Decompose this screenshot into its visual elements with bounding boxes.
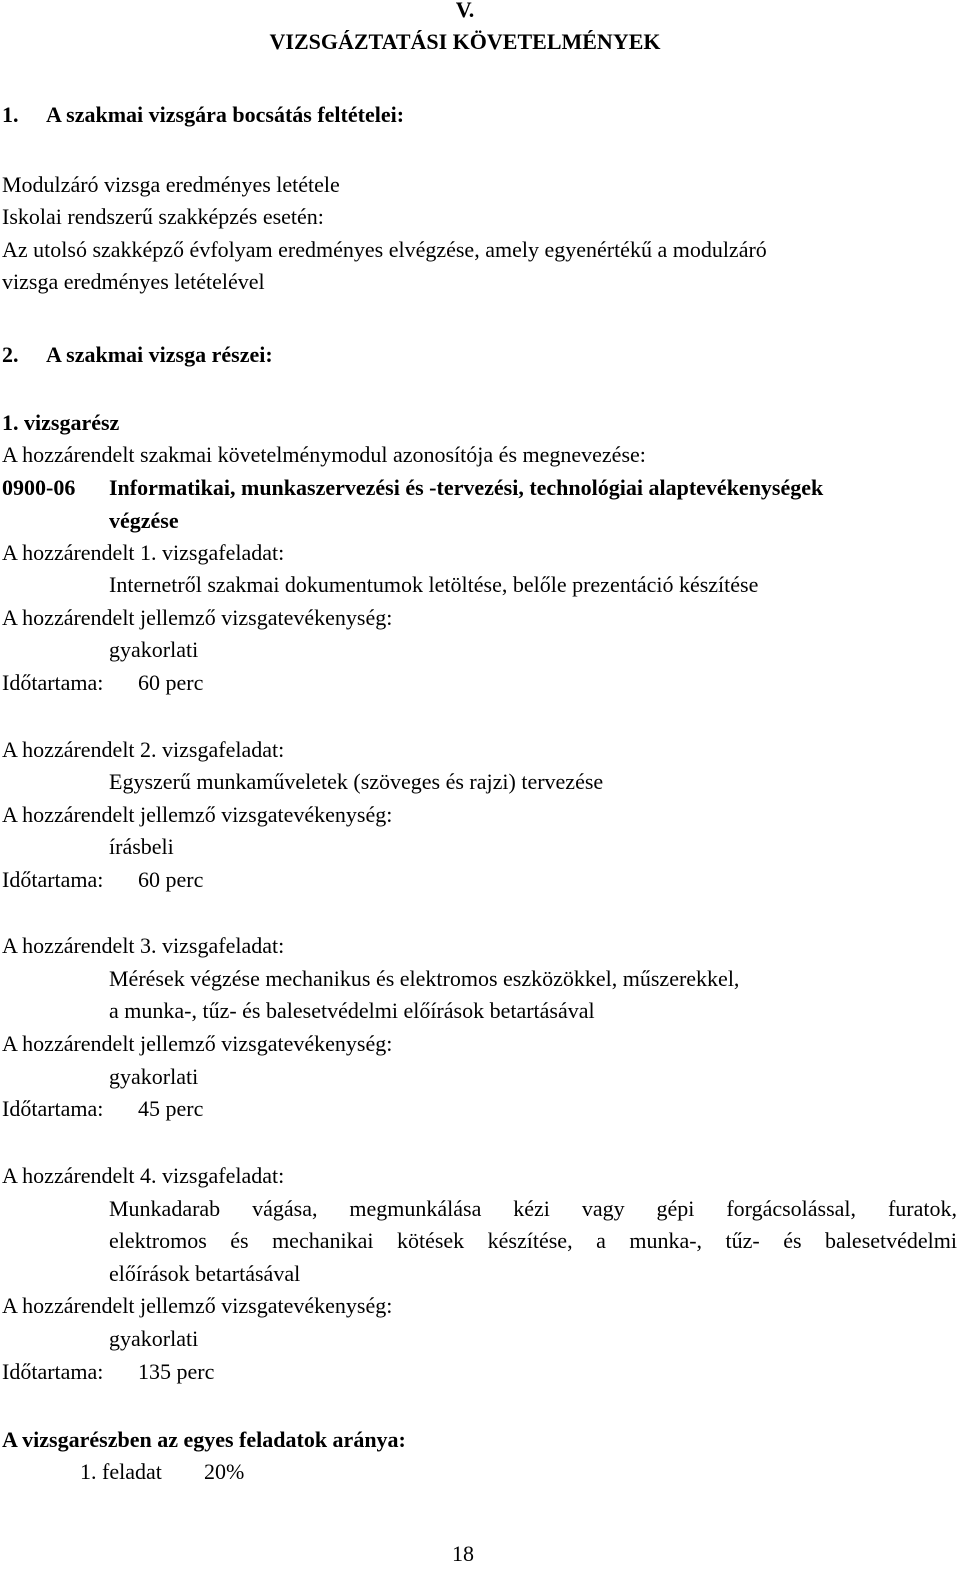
- task-1-activity: gyakorlati: [109, 637, 199, 662]
- task-2-activity-label: A hozzárendelt jellemző vizsgatevékenység:: [2, 802, 393, 827]
- task-3-activity-label: A hozzárendelt jellemző vizsgatevékenység:: [2, 1031, 393, 1056]
- task-1-activity-label: A hozzárendelt jellemző vizsgatevékenység:: [2, 605, 393, 630]
- task-1-label: A hozzárendelt 1. vizsgafeladat:: [2, 540, 285, 565]
- section2-heading-text: A szakmai vizsga részei:: [46, 342, 273, 367]
- module-label: A hozzárendelt szakmai követelménymodul azonosítója és megnevezése:: [2, 442, 646, 467]
- ratio-item-value: 20%: [204, 1459, 245, 1484]
- section1-line-2: Iskolai rendszerű szakképzés esetén:: [2, 204, 324, 229]
- section2-heading-number: 2.: [2, 342, 19, 367]
- task-4-desc-line-2: elektromos és mechanikai kötések készítése, a munka-, tűz- és balesetvédelmi: [109, 1228, 957, 1253]
- task-1-duration: 60 perc: [138, 670, 204, 695]
- task-2-duration: 60 perc: [138, 867, 204, 892]
- module-code: 0900-06: [2, 475, 76, 500]
- ratio-heading: A vizsgarészben az egyes feladatok aránya:: [2, 1427, 406, 1452]
- task-3-duration-label: Időtartama:: [2, 1096, 104, 1121]
- section1-line-3: Az utolsó szakképző évfolyam eredményes elvégzése, amely egyenértékű a modulzáró: [2, 237, 767, 262]
- section1-heading-number: 1.: [2, 102, 19, 127]
- page-number: 18: [452, 1541, 474, 1566]
- section1-heading: [2, 99, 405, 132]
- task-4-desc-line-3: előírások betartásával: [109, 1261, 301, 1286]
- module-name-line-2: végzése: [109, 508, 179, 533]
- task-2-activity: írásbeli: [109, 834, 174, 859]
- task-4-duration: 135 perc: [138, 1359, 215, 1384]
- task-3-duration: 45 perc: [138, 1096, 204, 1121]
- task-3-desc-line-2: a munka-, tűz- és balesetvédelmi előírások betartásával: [109, 998, 595, 1023]
- task-2-duration-label: Időtartama:: [2, 867, 104, 892]
- task-3-desc-line-1: Mérések végzése mechanikus és elektromos eszközökkel, műszerekkel,: [109, 966, 740, 991]
- chapter-number: V.: [455, 0, 475, 22]
- task-2-desc: Egyszerű munkaműveletek (szöveges és rajzi) tervezése: [109, 769, 604, 794]
- task-4-label: A hozzárendelt 4. vizsgafeladat:: [2, 1163, 285, 1188]
- task-3-label: A hozzárendelt 3. vizsgafeladat:: [2, 933, 285, 958]
- section1-heading-text: A szakmai vizsgára bocsátás feltételei:: [46, 102, 405, 127]
- task-1-desc: Internetről szakmai dokumentumok letöltése, belőle prezentáció készítése: [109, 572, 759, 597]
- task-2-label: A hozzárendelt 2. vizsgafeladat:: [2, 737, 285, 762]
- section1-line-1: Modulzáró vizsga eredményes letétele: [2, 172, 340, 197]
- task-4-desc-line-1: Munkadarab vágása, megmunkálása kézi vagy gépi forgácsolással, furatok,: [109, 1196, 957, 1221]
- task-3-activity: gyakorlati: [109, 1064, 199, 1089]
- part1-title: 1. vizsgarész: [2, 410, 120, 435]
- task-1-duration-label: Időtartama:: [2, 670, 104, 695]
- section1-line-4: vizsga eredményes letételével: [2, 269, 265, 294]
- module-name-line-1: Informatikai, munkaszervezési és -tervezési, technológiai alaptevékenységek: [109, 475, 824, 500]
- task-4-activity: gyakorlati: [109, 1326, 199, 1351]
- task-4-duration-label: Időtartama:: [2, 1359, 104, 1384]
- chapter-title: VIZSGÁZTATÁSI KÖVETELMÉNYEK: [269, 29, 661, 54]
- ratio-item-label: 1. feladat: [80, 1459, 162, 1484]
- section2-heading: [2, 339, 273, 372]
- task-4-activity-label: A hozzárendelt jellemző vizsgatevékenység:: [2, 1293, 393, 1318]
